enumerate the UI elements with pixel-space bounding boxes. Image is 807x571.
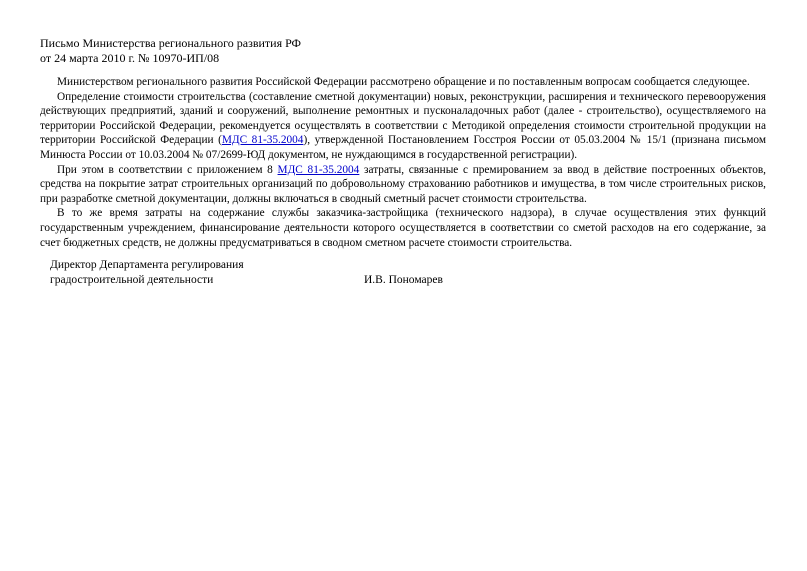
paragraph-2-text-start: Определение стоимости строительства (составление сметной документации) новых, реконструкции, расширения и технического перевооружения действующих предприятий, зданий и сооружений, выполнение ремонтных и пусконаладочных работ (далее - строительство), осуществляемого на территории Российской Федерации, рекомендуется осуществлять в соответствии с Методикой определения стоимости строительной продукции на территории Российской Федерации (	[40, 90, 766, 147]
signature-row	[50, 273, 443, 288]
document-title: Письмо Министерства регионального развития РФ	[40, 36, 302, 50]
paragraph-3-text-start: При этом в соответствии с приложением 8	[57, 163, 278, 176]
paragraph-2-text-end: ), утвержденной Постановлением Госстроя России от 05.03.2004 № 15/1 (признана письмом Минюста России от 10.03.2004 № 07/2699-ЮД документом, не нуждающимся в государственной регистрации).	[40, 134, 766, 161]
document-date-line: от 24 марта 2010 г. № 10970-ИП/08	[40, 51, 220, 65]
signature-position-line-2: градостроительной деятельности	[50, 273, 214, 286]
mds-appendix-link[interactable]: МДС 81-35.2004	[277, 163, 360, 176]
paragraph-4: В то же время затраты на содержание службы заказчика-застройщика (технического надзора), в случае осуществления этих функций государственным учреждением, финансирование деятельности которого осуществляется в соответствии со сметой расходов на его содержание, за счет бюджетных средств, не должны предусматриваться в сводном сметном расчете стоимости строительства.	[40, 207, 766, 249]
paragraph-3-text-end: затраты, связанные с премированием за ввод в действие построенных объектов, средства на покрытие затрат строительных организаций по добровольному страхованию работников и имущества, в том числе строительных рисков, при разработке сметной документации, должны включаться в сводный сметный расчет стоимости строительства.	[40, 163, 767, 205]
paragraph-2	[40, 90, 766, 163]
signature-position-line-1: Директор Департамента регулирования	[50, 259, 244, 271]
document-body	[40, 75, 766, 250]
mds-link[interactable]: МДС 81-35.2004	[221, 134, 304, 147]
document-header	[40, 36, 301, 66]
paragraph-1: Министерством регионального развития Российской Федерации рассмотрено обращение и по поставленным вопросам сообщается следующее.	[57, 76, 750, 88]
signatory-name: И.В. Пономарев	[364, 273, 443, 286]
paragraph-3	[40, 163, 766, 207]
signature-block	[50, 258, 443, 287]
